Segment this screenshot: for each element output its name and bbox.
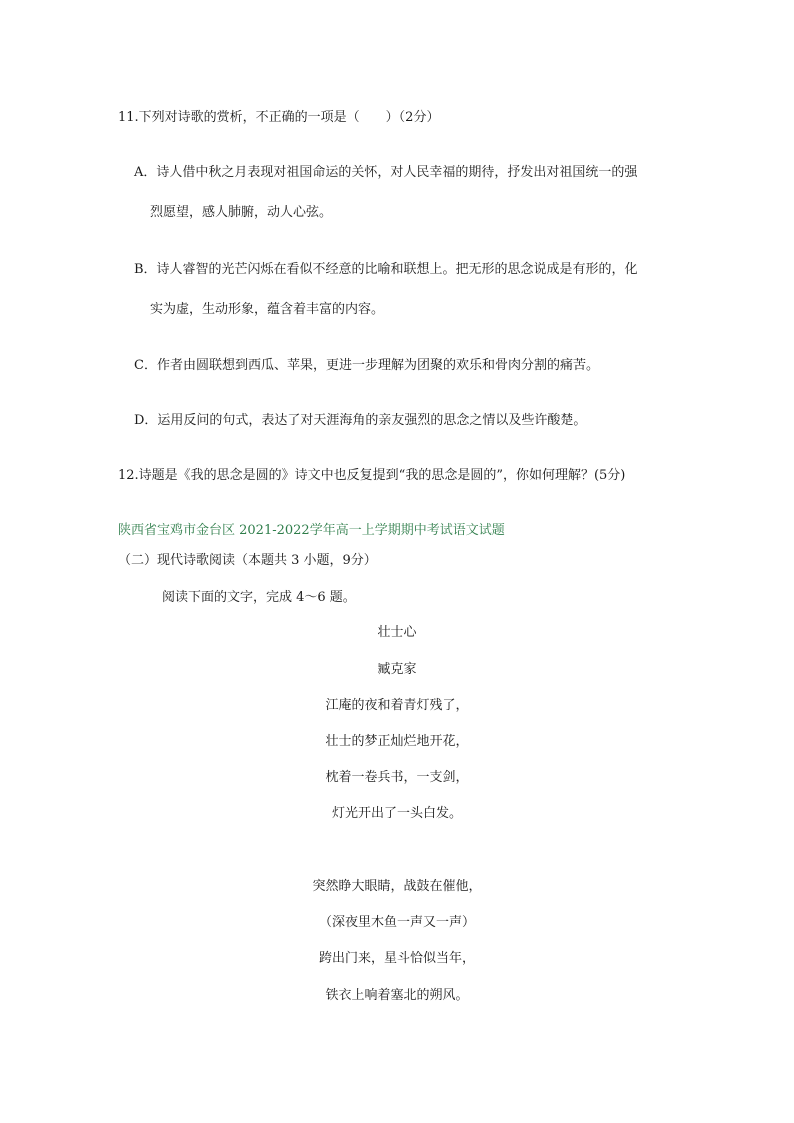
poem-line: 灯光开出了一头白发。 bbox=[331, 806, 462, 821]
question-12-stem: 12.诗题是《我的思念是圆的》诗文中也反复提到“我的思念是圆的”，你如何理解？(5分) bbox=[118, 468, 626, 483]
option-d: D．运用反问的句式，表达了对天涯海角的亲友强烈的思念之情以及些许酸楚。 bbox=[134, 413, 587, 428]
option-a-line1: A．诗人借中秋之月表现对祖国命运的关怀，对人民幸福的期待，抒发出对祖国统一的强 bbox=[134, 165, 638, 180]
poem-line: （深夜里木鱼一声又一声） bbox=[318, 915, 475, 930]
poem-author: 臧克家 bbox=[377, 662, 417, 677]
poem-line: 壮士的梦正灿烂地开花， bbox=[325, 734, 469, 749]
poem-line: 铁衣上响着塞北的朔风。 bbox=[325, 988, 469, 1003]
section-instruction: 阅读下面的文字，完成 4～6 题。 bbox=[162, 590, 356, 605]
question-11-stem: 11.下列对诗歌的赏析，不正确的一项是（ ）（2分） bbox=[118, 110, 440, 125]
poem-title: 壮士心 bbox=[377, 625, 417, 640]
option-b-line2: 实为虚，生动形象，蕴含着丰富的内容。 bbox=[150, 302, 385, 317]
option-a-line2: 烈愿望，感人肺腑，动人心弦。 bbox=[150, 205, 333, 220]
option-c: C．作者由圆联想到西瓜、苹果，更进一步理解为团聚的欢乐和骨肉分割的痛苦。 bbox=[134, 358, 599, 373]
option-b-line1: B．诗人睿智的光芒闪烁在看似不经意的比喻和联想上。把无形的思念说成是有形的，化 bbox=[134, 262, 638, 277]
poem-line: 江庵的夜和着青灯残了， bbox=[325, 698, 469, 713]
poem-line: 突然睁大眼睛，战鼓在催他， bbox=[312, 879, 482, 894]
poem-line: 跨出门来，星斗恰似当年， bbox=[318, 951, 475, 966]
poem-line: 枕着一卷兵书，一支剑， bbox=[325, 770, 469, 785]
section-heading: （二）现代诗歌阅读（本题共 3 小题，9分） bbox=[118, 553, 377, 568]
source-title: 陕西省宝鸡市金台区 2021-2022学年高一上学期期中考试语文试题 bbox=[118, 523, 505, 538]
